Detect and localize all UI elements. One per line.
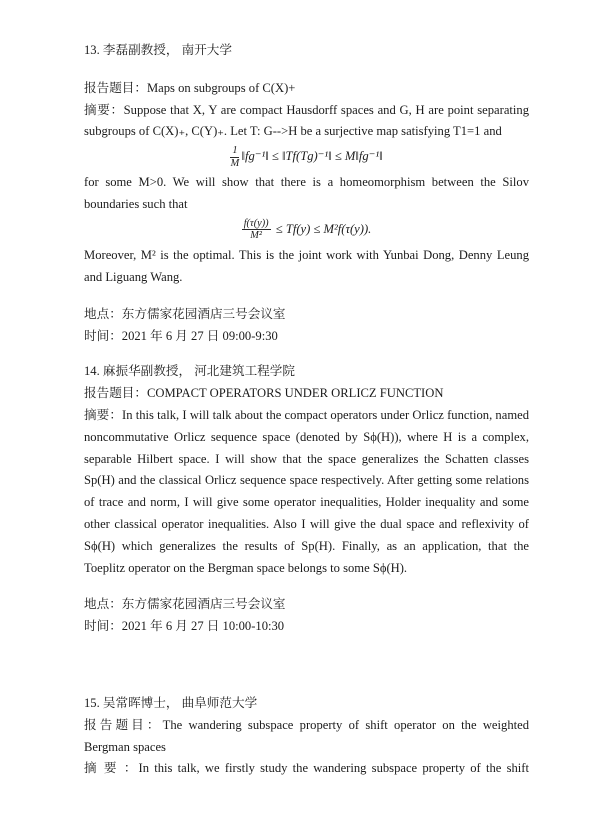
time-label: 时间： bbox=[84, 619, 122, 634]
fraction bbox=[230, 145, 239, 170]
talk-14-abstract bbox=[84, 405, 529, 579]
talk-13-abstract-part1 bbox=[84, 100, 529, 144]
talk-13-meta bbox=[84, 304, 529, 348]
talk-13-abstract-part2: for some M>0. We will show that there is a homeomorphism between the Silov boundaries such that bbox=[84, 174, 529, 211]
location-text: 东方儒家花园酒店三号会议室 bbox=[121, 306, 286, 321]
talk-13-abstract-part3: Moreover, M² is the optimal. This is the joint work with Yunbai Dong, Denny Leung and Liguang Wang. bbox=[84, 248, 529, 285]
talk-13-title-line bbox=[84, 78, 529, 100]
abstract-label: 摘 要 ： bbox=[84, 761, 139, 776]
talk-15-title: The wandering subspace property of shift operator on the weighted Bergman spaces bbox=[84, 717, 530, 754]
talk-14-meta bbox=[84, 594, 529, 638]
talk-15-title-line bbox=[84, 715, 529, 759]
abstract-text: In this talk, I will talk about the compact operators under Orlicz function, named noncommutative Orlicz sequence space (denoted by Sϕ(H)), where H is a complex, separable Hilbert space. I will show that the space generalizes the Schatten classes Sp(H) and the classical Orlicz sequence space respectively. After getting some relations of trace and norm, I will give some operator inequalities, Holder inequality and some other classical operator inequalities. Also I will give the dual space and reflexivity of Sϕ(H) which generalizes the results of Sp(H). Finally, as an application, that the Toeplitz operator on the Bergman space belongs to some Sϕ(H). bbox=[84, 408, 530, 575]
talk-15-abstract bbox=[84, 758, 529, 780]
abstract-label: 摘要： bbox=[84, 408, 123, 423]
fraction bbox=[242, 218, 271, 243]
time-line bbox=[84, 616, 529, 638]
title-label: 报告题目： bbox=[84, 717, 163, 732]
location-line bbox=[84, 594, 529, 616]
time-line bbox=[84, 326, 529, 348]
abstract-text: In this talk, we firstly study the wandering subspace property of the shift bbox=[138, 761, 529, 776]
talk-section-14 bbox=[84, 361, 529, 638]
abstract-label: 摘要： bbox=[84, 102, 124, 117]
location-line bbox=[84, 304, 529, 326]
talk-14-title-line bbox=[84, 383, 529, 405]
talk-section-13 bbox=[84, 40, 529, 347]
formula-display-2 bbox=[84, 218, 529, 243]
fraction-denominator: M² bbox=[250, 230, 262, 242]
location-label: 地点： bbox=[84, 306, 122, 321]
fraction-numerator: f(τ(y)) bbox=[243, 217, 269, 229]
title-label: 报告题目： bbox=[84, 386, 147, 401]
fraction-denominator: M bbox=[230, 158, 240, 170]
location-text: 东方儒家花园酒店三号会议室 bbox=[121, 597, 286, 612]
time-label: 时间： bbox=[84, 328, 122, 343]
talk-14-heading: 14. 麻振华副教授， 河北建筑工程学院 bbox=[84, 364, 295, 379]
time-text: 2021 年 6 月 27 日 10:00-10:30 bbox=[121, 619, 285, 634]
talk-section-15 bbox=[84, 693, 529, 780]
title-label: 报告题目： bbox=[84, 80, 147, 95]
time-text: 2021 年 6 月 27 日 09:00-9:30 bbox=[121, 328, 278, 343]
talk-13-title: Maps on subgroups of C(X)+ bbox=[146, 80, 296, 95]
fraction-numerator: 1 bbox=[232, 145, 238, 157]
talk-13-heading: 13. 李磊副教授， 南开大学 bbox=[84, 43, 232, 57]
location-label: 地点： bbox=[84, 597, 122, 612]
talk-15-heading: 15. 吴常晖博士， 曲阜师范大学 bbox=[84, 696, 258, 711]
formula-rest: ‖fg⁻¹‖ ≤ ‖Tf(Tg)⁻¹‖ ≤ M‖fg⁻¹‖ bbox=[241, 149, 383, 164]
formula-rest: ≤ Tf(y) ≤ M²f(τ(y)). bbox=[272, 221, 372, 236]
formula-display-1 bbox=[84, 145, 529, 170]
abstract-text: Suppose that X, Y are compact Hausdorff spaces and G, H are point separating subgroups of C(X)₊, C(Y)₊. Let T: G-->H be a surjective map satisfying T1=1 and bbox=[84, 102, 529, 139]
talk-14-title: COMPACT OPERATORS UNDER ORLICZ FUNCTION bbox=[146, 386, 444, 401]
